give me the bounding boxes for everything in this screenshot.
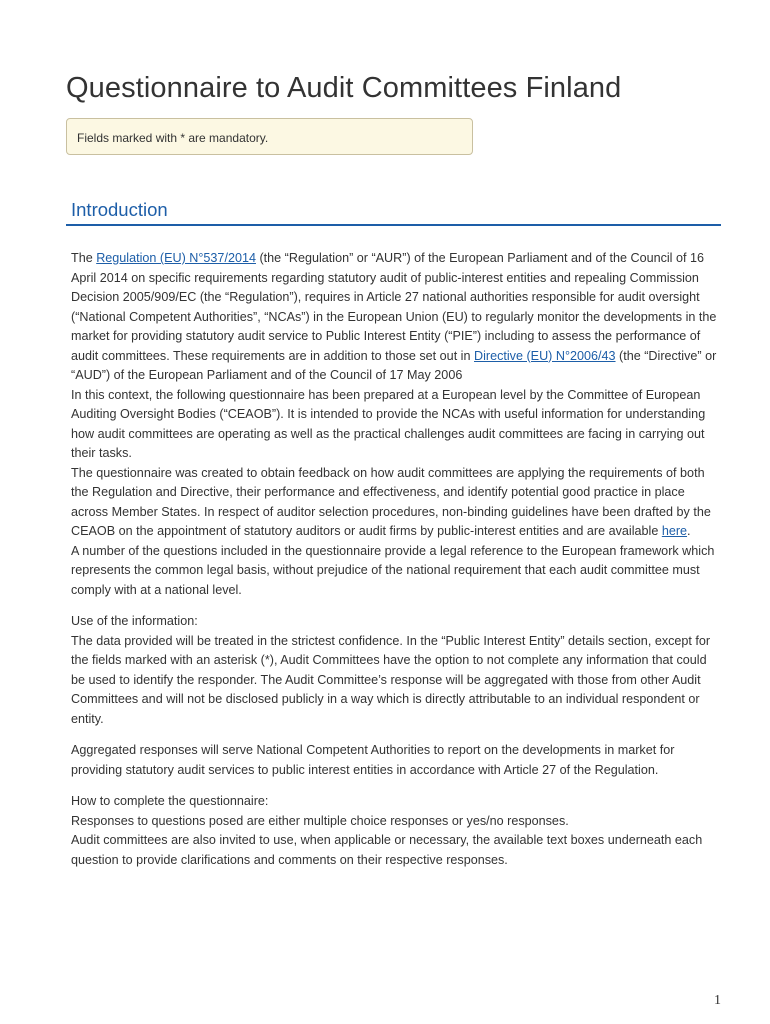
use-of-information-heading: Use of the information: <box>71 614 198 628</box>
intro-paragraph-legal-reference: A number of the questions included in the questionnaire provide a legal reference to the European framework which represents the common legal basis, without prejudice of the national requirement that each audit committee must comply with at a national level. <box>71 543 715 597</box>
use-of-information-text: The data provided will be treated in the strictest confidence. In the “Public Interest Entity” details section, except for the fields marked with an asterisk (*), Audit Committees have the option to not complete any information that could be used to identify the responder. The Audit Committee’s response will be aggregated with those from other Audit Committees and will not be disclosed publicly in a way which is directly attributable to an individual respondent or entity. <box>71 633 711 726</box>
intro-text: (the “Directive” or “AUD”) of the European Parliament and of the Council of 17 May 2006 <box>71 348 717 382</box>
how-to-complete-line-2: Audit committees are also invited to use, when applicable or necessary, the available text boxes underneath each question to provide clarifications and comments on their respective responses. <box>71 833 703 867</box>
page-number: 1 <box>714 993 721 1008</box>
section-divider <box>66 224 721 226</box>
section-heading-introduction: Introduction <box>71 199 168 220</box>
how-to-complete-heading: How to complete the questionnaire: <box>71 794 269 808</box>
intro-text: . <box>687 524 691 538</box>
intro-text: The <box>71 251 97 265</box>
regulation-link[interactable]: Regulation (EU) N°537/2014 <box>96 251 256 265</box>
page-title: Questionnaire to Audit Committees Finland <box>66 72 622 104</box>
intro-paragraph-context: In this context, the following questionnaire has been prepared at a European level by the Committee of European Auditing Oversight Bodies (“CEAOB”). It is intended to provide the NCAs with useful information for understanding how audit committees are operating as well as the practical challenges audit committees are facing in carrying out their tasks. <box>71 387 706 460</box>
guidelines-here-link[interactable]: here <box>661 524 688 538</box>
intro-paragraph-regulation <box>71 249 721 386</box>
intro-text: (the “Regulation” or “AUR”) of the European Parliament and of the Council of 16 April 2014 on specific requirements regarding statutory audit of public-interest entities and repealing Commission Decision 2005/909/EC (the “Regulation”), requires in Article 27 national authorities responsible for audit oversight (“National Competent Authorities”, “NCAs”) in the European Union (EU) to regularly monitor the developments in the market for providing statutory audit service to Public Interest Entity (“PIE”) including to assess the performance of audit committees. These requirements are in addition to those set out in <box>71 251 717 363</box>
mandatory-fields-notice: Fields marked with * are mandatory. <box>66 118 473 155</box>
intro-paragraph-purpose <box>71 464 721 542</box>
how-to-complete-line-1: Responses to questions posed are either multiple choice responses or yes/no responses. <box>71 813 569 828</box>
aggregated-responses-text: Aggregated responses will serve National Competent Authorities to report on the developments in market for providing statutory audit services to public interest entities in accordance with Article 27 of the Regulation. <box>71 743 675 777</box>
directive-link[interactable]: Directive (EU) N°2006/43 <box>474 348 616 363</box>
introduction-body <box>71 249 721 870</box>
intro-text: The questionnaire was created to obtain feedback on how audit committees are applying the requirements of both the Regulation and Directive, their performance and effectiveness, and identify potential good practice in place across Member States. In respect of auditor selection procedures, non-binding guidelines have been drafted by the CEAOB on the appointment of statutory auditors or audit firms by public-interest entities and are available <box>71 465 711 538</box>
